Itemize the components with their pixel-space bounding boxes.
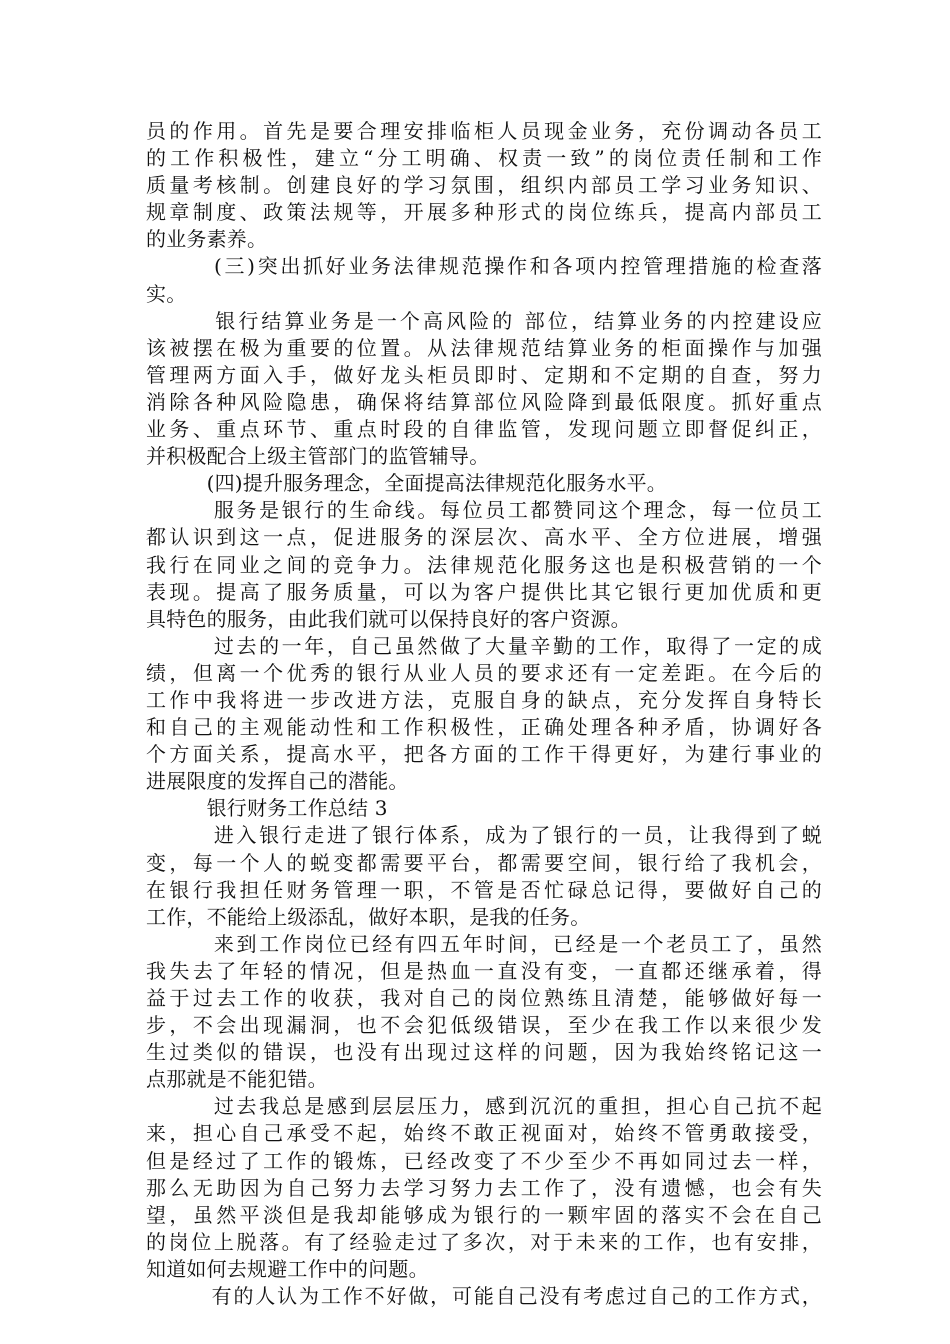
text-line: 的岗位上脱落。有了经验走过了多次，对于未来的工作，也有安排， <box>146 1229 822 1254</box>
text-line: 和自己的主观能动性和工作积极性，正确处理各种矛盾，协调好各 <box>146 715 822 740</box>
text-line: 工作，不能给上级添乱，做好本职，是我的任务。 <box>146 904 591 929</box>
text-line: 过去的一年，自己虽然做了大量辛勤的工作，取得了一定的成 <box>146 633 822 658</box>
text-line: 但是经过了工作的锻炼，已经改变了不少至少不再如同过去一样， <box>146 1148 822 1173</box>
text-line: 规章制度、政策法规等，开展多种形式的岗位练兵，提高内部员工 <box>146 200 822 225</box>
text-line: (三)突出抓好业务法律规范操作和各项内控管理措施的检查落 <box>146 254 822 279</box>
text-line: 表现。提高了服务质量，可以为客户提供比其它银行更加优质和更 <box>146 579 822 604</box>
text-line: 该被摆在极为重要的位置。从法律规范结算业务的柜面操作与加强 <box>146 335 822 360</box>
text-line: 有的人认为工作不好做，可能自己没有考虑过自己的工作方式， <box>146 1284 822 1309</box>
text-line: 业务、重点环节、重点时段的自律监管，发现问题立即督促纠正， <box>146 417 822 442</box>
text-line: 的工作积极性，建立“分工明确、权责一致”的岗位责任制和工作 <box>146 146 822 171</box>
text-line: 知道如何去规避工作中的问题。 <box>146 1256 429 1281</box>
text-line: 我失去了年轻的情况，但是热血一直没有变，一直都还继承着，得 <box>146 958 822 983</box>
text-line: 那么无助因为自己努力去学习努力去工作了，没有遗憾，也会有失 <box>146 1175 822 1200</box>
text-line: 并积极配合上级主管部门的监管辅导。 <box>146 444 490 469</box>
text-line: 个方面关系，提高水平，把各方面的工作干得更好，为建行事业的 <box>146 742 822 767</box>
text-line: 步，不会出现漏洞，也不会犯低级错误，至少在我工作以来很少发 <box>146 1013 822 1038</box>
text-line: 过去我总是感到层层压力，感到沉沉的重担，担心自己抗不起 <box>146 1094 822 1119</box>
text-line: 益于过去工作的收获，我对自己的岗位熟练且清楚，能够做好每一 <box>146 986 822 1010</box>
text-line: 工作中我将进一步改进方法，克服自身的缺点，充分发挥自身特长 <box>146 687 822 712</box>
document-body <box>146 118 822 1310</box>
text-line: 来，担心自己承受不起，始终不敢正视面对，始终不管勇敢接受， <box>146 1121 822 1146</box>
text-line: 进入银行走进了银行体系，成为了银行的一员，让我得到了蜕 <box>146 823 822 848</box>
text-line: 实。 <box>146 281 187 306</box>
text-line: 来到工作岗位已经有四五年时间，已经是一个老员工了，虽然 <box>146 931 822 956</box>
text-line: 绩，但离一个优秀的银行从业人员的要求还有一定差距。在今后的 <box>146 660 822 685</box>
text-line: 点那就是不能犯错。 <box>146 1067 328 1092</box>
text-line: 都认识到这一点，促进服务的深层次、高水平、全方位进展，增强 <box>146 525 822 550</box>
text-line: 质量考核制。创建良好的学习氛围，组织内部员工学习业务知识、 <box>146 173 822 198</box>
text-line: 员的作用。首先是要合理安排临柜人员现金业务，充份调动各员工 <box>146 119 822 143</box>
text-line: 望，虽然平淡但是我却能够成为银行的一颗牢固的落实不会在自己 <box>146 1202 822 1227</box>
text-line: 管理两方面入手，做好龙头柜员即时、定期和不定期的自查，努力 <box>146 362 822 387</box>
text-line: 的业务素养。 <box>146 227 268 252</box>
text-line: 服务是银行的生命线。每位员工都赞同这个理念，每一位员工 <box>146 498 822 523</box>
text-line: 进展限度的发挥自己的潜能。 <box>146 769 409 794</box>
text-line: 在银行我担任财务管理一职，不管是否忙碌总记得，要做好自己的 <box>146 877 822 902</box>
text-line: 消除各种风险隐患，确保将结算部位风险降到最低限度。抓好重点 <box>146 389 822 414</box>
text-line: 变，每一个人的蜕变都需要平台，都需要空间，银行给了我机会， <box>146 850 822 875</box>
text-line: 银行财务工作总结 3 <box>146 796 388 821</box>
text-line: 我行在同业之间的竞争力。法律规范化服务这也是积极营销的一个 <box>146 552 822 577</box>
text-line: 生过类似的错误，也没有出现过这样的问题，因为我始终铭记这一 <box>146 1040 822 1065</box>
text-line: 银行结算业务是一个高风险的 部位，结算业务的内控建设应 <box>146 308 822 333</box>
text-line: (四)提升服务理念，全面提高法律规范化服务水平。 <box>146 471 668 496</box>
text-line: 具特色的服务，由此我们就可以保持良好的客户资源。 <box>146 606 631 631</box>
